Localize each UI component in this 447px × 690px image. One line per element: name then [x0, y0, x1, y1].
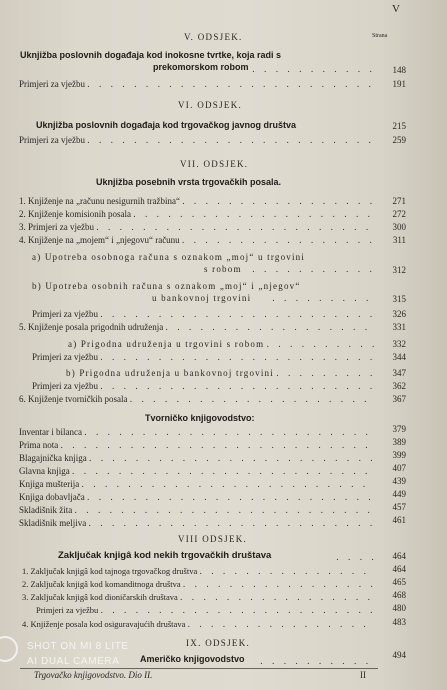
- toc-row: [19, 135, 374, 146]
- toc-page: 300: [392, 222, 406, 232]
- toc-label: 1. Knjiženje na „računu nesigurnih tražbina“: [19, 196, 180, 206]
- toc-row: [19, 196, 374, 207]
- toc-row: [19, 235, 374, 246]
- toc-page: 362: [392, 381, 406, 391]
- toc-page: 461: [392, 515, 406, 525]
- toc-page: 439: [392, 476, 406, 486]
- toc-page: 326: [392, 309, 406, 319]
- toc-label: 1. Zaključak knjigâ kod tajnoga trgovačkog društva: [22, 566, 198, 576]
- toc-page: 457: [392, 502, 406, 512]
- camera-lens-icon: [0, 636, 18, 662]
- section-v-title-line1: Uknjižba poslovnih događaja kod inokosne tvrtke, koja radi s: [20, 50, 282, 60]
- section-vii-title: Uknjižba posebnih vrsta trgovačkih posala.: [96, 177, 282, 187]
- toc-page: 465: [392, 577, 406, 587]
- toc-row: [22, 566, 374, 577]
- section-v-title-leader: [250, 65, 376, 75]
- footer-book-title: Trgovačko knjigovodstvo. Dio II.: [34, 670, 153, 680]
- toc-page: 312: [392, 265, 406, 275]
- section-vi-title-page: 215: [392, 121, 406, 131]
- toc-leader: [334, 553, 374, 563]
- toc-row: [19, 479, 374, 490]
- toc-row: [22, 579, 374, 590]
- toc-page: 407: [392, 463, 406, 473]
- toc-label: Knjiga mušterija: [19, 479, 80, 489]
- toc-page: 331: [392, 322, 406, 332]
- toc-page: 399: [392, 450, 406, 460]
- toc-label: 5. Knjiženje posala prigodnih udruženja: [19, 322, 164, 332]
- toc-label: Blagajnička knjiga: [19, 453, 87, 463]
- toc-page: 389: [392, 437, 406, 447]
- page-number: V: [392, 3, 400, 15]
- section-v-heading: V. ODSJEK.: [184, 32, 243, 42]
- toc-label: 3. Zaključak knjigâ kod dioničarskih društava: [22, 592, 178, 602]
- section-v-title-line2: prekomorskom robom: [153, 62, 249, 72]
- toc-label: Primjeri za vježbu: [32, 309, 98, 319]
- toc-page: 332: [392, 339, 406, 349]
- footer-signature: II: [360, 670, 366, 680]
- strana-label: Strana: [372, 33, 388, 39]
- toc-label: Prima nota: [19, 440, 59, 450]
- toc-label: Primjeri za vježbu: [32, 381, 98, 391]
- toc-page: 344: [392, 352, 406, 362]
- toc-row: [68, 339, 374, 350]
- toc-subentry-b-line2: u bankovnoj trgovini: [152, 293, 252, 303]
- toc-label: Inventar i bilanca: [19, 427, 82, 437]
- toc-page: 480: [392, 603, 406, 613]
- toc-row: [19, 440, 374, 451]
- toc-row: [19, 427, 374, 438]
- toc-row: [19, 322, 374, 333]
- toc-row: [19, 466, 374, 477]
- camera-watermark-line2: AI DUAL CAMERA: [27, 656, 120, 667]
- toc-row: [19, 453, 374, 464]
- toc-subentry-a-line1: a) Upotreba osobnoga računa s oznakom „moj“ u trgovini: [32, 252, 306, 262]
- toc-subentry-a-line2: s robom: [204, 264, 242, 274]
- toc-row: [19, 518, 374, 529]
- toc-page: 272: [392, 209, 406, 219]
- toc-row: [32, 309, 374, 320]
- section-viii-title: Zaključak knjigâ kod nekih trgovačkih društava: [58, 550, 272, 561]
- toc-row: [19, 492, 374, 503]
- toc-label: 4. Knjiženje na „mojem“ i „njegovu“ računu: [19, 235, 180, 245]
- toc-label: Primjeri za vježbu: [19, 135, 85, 145]
- toc-page: 191: [392, 79, 406, 89]
- toc-leader: [250, 265, 374, 275]
- toc-label: 2. Knjiženje komisionih posala: [19, 209, 131, 219]
- toc-label: Primjeri za vježbu: [32, 352, 98, 362]
- toc-label: 4. Knjiženje posala kod osiguravajućih društava: [22, 619, 186, 629]
- toc-page: 379: [392, 424, 406, 434]
- toc-label: Primjeri za vježbu: [19, 79, 85, 89]
- toc-label: 2. Zaključak knjigâ kod komanditnoga društva: [22, 579, 181, 589]
- toc-page: 464: [392, 564, 406, 574]
- toc-label: Skladišnik meljiva: [19, 518, 87, 528]
- factory-bookkeeping-title: Tvorničko knjigovodstvo:: [145, 413, 255, 423]
- toc-row: [19, 79, 374, 90]
- section-v-title-page: 148: [392, 65, 406, 75]
- toc-row: [19, 505, 374, 516]
- section-ix-heading: IX. ODSJEK.: [186, 638, 251, 648]
- toc-page: 483: [392, 617, 406, 627]
- toc-page: 311: [392, 235, 406, 245]
- toc-page: 464: [392, 551, 406, 561]
- toc-label: 6. Knjiženje tvorničkih posala: [19, 394, 128, 404]
- toc-label: Knjiga dobavljača: [19, 492, 85, 502]
- toc-page: 347: [392, 368, 406, 378]
- toc-row: [66, 368, 374, 379]
- toc-label: b) Prigodna udruženja u bankovnoj trgovini: [66, 368, 274, 378]
- section-ix-title: Američko knjigovodstvo: [140, 654, 245, 664]
- toc-row: [19, 394, 374, 405]
- section-vi-heading: VI. ODSJEK.: [178, 100, 243, 110]
- toc-page: 449: [392, 489, 406, 499]
- toc-label: Skladišnik žita: [19, 505, 73, 515]
- camera-watermark-line1: SHOT ON MI 8 LITE: [27, 641, 129, 652]
- section-vii-heading: VII. ODSJEK.: [180, 159, 249, 169]
- toc-page: 315: [392, 294, 406, 304]
- toc-page: 468: [392, 590, 406, 600]
- toc-row: [22, 592, 374, 603]
- toc-label: 3. Primjeri za vježbu: [19, 222, 94, 232]
- toc-label: Glavna knjiga: [19, 466, 70, 476]
- toc-row: [19, 222, 374, 233]
- toc-row: [19, 209, 374, 220]
- section-vi-title: Uknjižba poslovnih događaja kod trgovačkog javnog društva: [36, 120, 297, 130]
- toc-row: [22, 619, 374, 630]
- toc-label: a) Prigodna udruženja u trgovini s robom: [68, 339, 265, 349]
- toc-label: Primjeri za vježbu: [36, 605, 99, 615]
- toc-page: 271: [392, 196, 406, 206]
- toc-row: [32, 381, 374, 392]
- section-viii-heading: VIII ODSJEK.: [178, 534, 248, 544]
- toc-subentry-b-line1: b) Upotreba osobnih računa s oznakom „moj“ i „njegov“: [32, 281, 301, 291]
- footer-rule: [20, 668, 378, 669]
- toc-row: [36, 605, 374, 616]
- toc-leader: [258, 657, 374, 667]
- toc-row: [32, 352, 374, 363]
- toc-page: 259: [392, 135, 406, 145]
- toc-page: 494: [392, 650, 406, 660]
- toc-leader: [270, 294, 374, 304]
- toc-page: 367: [392, 394, 406, 404]
